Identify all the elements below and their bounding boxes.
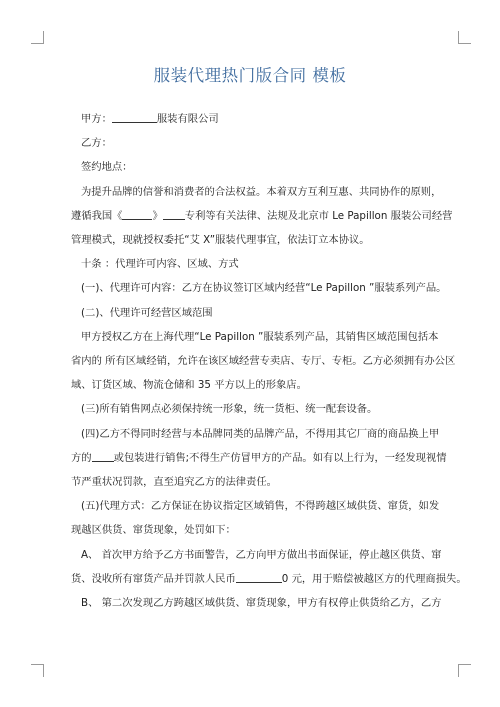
party-a-line bbox=[81, 107, 441, 131]
crop-mark-bottom-right bbox=[458, 664, 471, 677]
intro-text-b: 》 bbox=[152, 209, 163, 222]
trademark-blank bbox=[92, 451, 114, 462]
crop-mark-top-right bbox=[458, 31, 471, 44]
item-4-text-b: 或包装进行销售;不得生产仿冒甲方的产品。如有以上行为，一经发现视情 bbox=[113, 451, 447, 464]
item-4-line-3: 节严重状况罚款，直至追究乙方的法律责任。 bbox=[71, 476, 277, 489]
party-a-suffix: 服装有限公司 bbox=[156, 113, 219, 125]
item-a-line-2 bbox=[71, 567, 467, 591]
item-3: (三)所有销售网点必须保持统一形象，统一货柜、统一配套设备。 bbox=[81, 403, 378, 416]
item-a-text-a: 货、没收所有窜货产品并罚款人民币 bbox=[71, 572, 236, 585]
item-2-body-line-3: 域、订货区域、物流仓储和 35 平方以上的形象店。 bbox=[71, 379, 307, 392]
item-1: (一)、代理许可内容：乙方在协议签订区域内经营“Le Papillon ”服装系列产品。 bbox=[81, 282, 447, 295]
item-b-line-1: B、 第二次发现乙方跨越区域供货、窜货现象，甲方有权停止供货给乙方，乙方 bbox=[81, 597, 442, 610]
document-body bbox=[71, 107, 467, 615]
item-4-line-1: (四)乙方不得同时经营与本品牌同类的品牌产品，不得用其它厂商的商品换上甲 bbox=[81, 427, 440, 440]
intro-line-2 bbox=[71, 204, 453, 228]
intro-text-a: 遵循我国《 bbox=[71, 209, 123, 222]
item-2-body-line-1: 甲方授权乙方在上海代理“Le Papillon ”服装系列产品，其销售区域范围包括本 bbox=[81, 330, 439, 343]
item-4-line-2 bbox=[71, 446, 447, 470]
intro-line-3: 管理模式，现就授权委托“艾 X”服装代理事宜，依法订立本协议。 bbox=[71, 234, 370, 247]
patent-blank bbox=[163, 209, 185, 220]
item-2: (二)、代理许可经营区域范围 bbox=[81, 306, 213, 319]
party-a-blank bbox=[112, 112, 157, 123]
document-title: 服装代理热门版合同 模板 bbox=[153, 66, 347, 85]
crop-mark-bottom-left bbox=[31, 664, 44, 677]
law-name-blank bbox=[122, 209, 152, 220]
item-2-body-line-2: 省内的 所有区域经销，允许在该区域经营专卖店、专厅、专柜。乙方必须拥有办公区 bbox=[71, 355, 456, 368]
item-a-text-b: 0 元，用于赔偿被越区方的代理商损失。 bbox=[281, 572, 467, 585]
clause-heading: 十条 ：代理许可内容、区域、方式 bbox=[81, 258, 239, 271]
intro-text-c: 专利等有关法律、法规及北京市 Le Papillon 服装公司经营 bbox=[184, 209, 453, 222]
signing-place-line: 签约地点： bbox=[81, 161, 133, 174]
fine-amount-blank bbox=[236, 572, 282, 583]
item-4-text-a: 方的 bbox=[71, 451, 92, 464]
party-a-label: 甲方： bbox=[81, 113, 112, 125]
item-5-line-2: 现越区供货、窜货现象，处罚如下： bbox=[71, 524, 236, 537]
crop-mark-top-left bbox=[31, 31, 44, 44]
intro-line-1: 为提升品牌的信誉和消费者的合法权益。本着双方互利互惠、共同协作的原则， bbox=[81, 185, 442, 198]
item-a-line-1: A、 首次甲方给予乙方书面警告，乙方向甲方做出书面保证，停止越区供货、窜 bbox=[81, 548, 442, 561]
item-5-line-1: (五)代理方式：乙方保证在协议指定区域销售，不得跨越区域供货、窜货，如发 bbox=[81, 500, 440, 513]
party-b-line: 乙方： bbox=[81, 137, 112, 150]
